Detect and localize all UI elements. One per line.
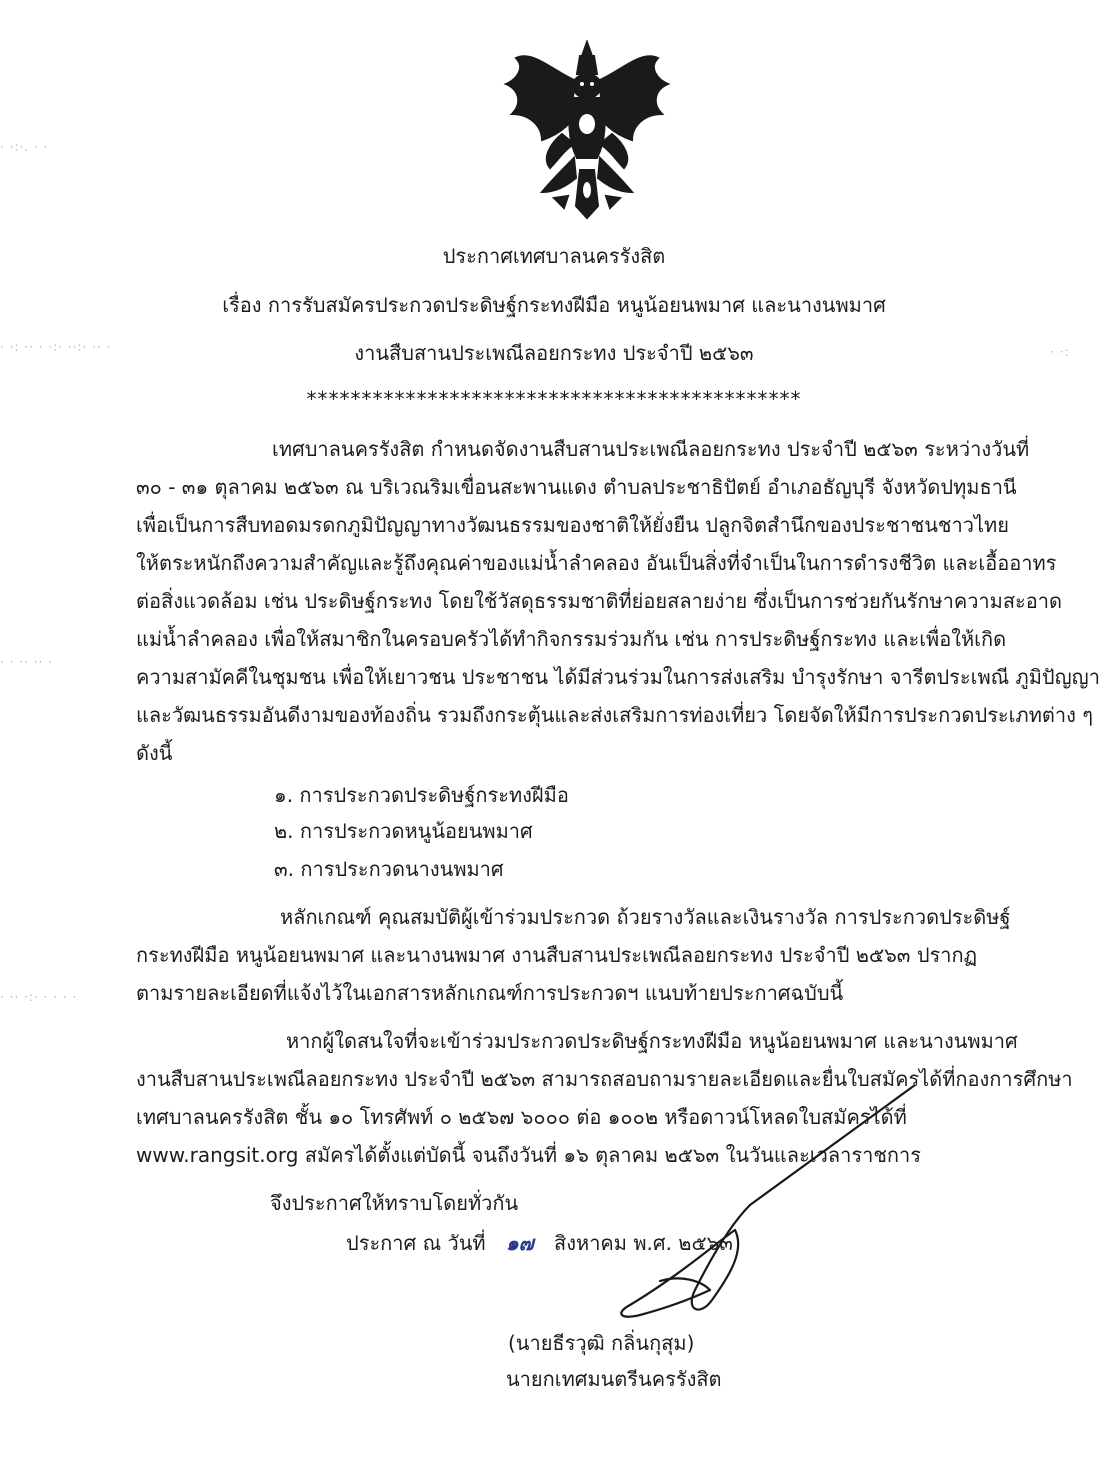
header-separator: ********************************************* bbox=[306, 387, 802, 411]
para1-line: ความสามัคคีในชุมชน เพื่อให้เยาวชน ประชาชน ได้มีส่วนร่วมในการส่งเสริม บำรุงรักษา จารีตประเพณี ภูมิปัญญา bbox=[136, 665, 1100, 689]
para3-line: งานสืบสานประเพณีลอยกระทง ประจำปี ๒๕๖๓ สามารถสอบถามรายละเอียดและยื่นใบสมัครได้ที่กองการศึกษา bbox=[136, 1067, 1073, 1091]
para1-line: ๓๐ - ๓๑ ตุลาคม ๒๕๖๓ ณ บริเวณริมเขื่อนสะพานแดง ตำบลประชาธิปัตย์ อำเภอธัญบุรี จังหวัดปทุมธานี bbox=[136, 475, 1017, 499]
scan-noise: · ·· ·:· · · · · bbox=[0, 990, 78, 1004]
announcement-event: งานสืบสานประเพณีลอยกระทง ประจำปี ๒๕๖๓ bbox=[354, 341, 754, 365]
signatory-name: (นายธีรวุฒิ กลิ่นกุสุม) bbox=[508, 1331, 695, 1355]
para1-line: และวัฒนธรรมอันดีงามของท้องถิ่น รวมถึงกระตุ้นและส่งเสริมการท่องเที่ยว โดยจัดให้มีการประกวดประเภทต่าง ๆ bbox=[136, 703, 1093, 727]
scan-noise: · ·: bbox=[1050, 345, 1070, 359]
para1-line: ให้ตระหนักถึงความสำคัญและรู้ถึงคุณค่าของแม่น้ำลำคลอง อันเป็นสิ่งที่จำเป็นในการดำรงชีวิต และเอื้ออาทร bbox=[136, 551, 1057, 575]
announcement-title: ประกาศเทศบาลนครรังสิต bbox=[442, 244, 666, 268]
para1-line: เทศบาลนครรังสิต กำหนดจัดงานสืบสานประเพณีลอยกระทง ประจำปี ๒๕๖๓ ระหว่างวันที่ bbox=[272, 437, 1030, 461]
para1-line: เพื่อเป็นการสืบทอดมรดกภูมิปัญญาทางวัฒนธรรมของชาติให้ยั่งยืน ปลูกจิตสำนึกของประชาชนชาวไทย bbox=[136, 513, 1009, 537]
scan-noise: · ·:·. · · bbox=[0, 140, 49, 154]
garuda-emblem-icon bbox=[502, 40, 672, 220]
competition-item: ๓. การประกวดนางนพมาศ bbox=[274, 857, 504, 881]
date-month-year: สิงหาคม พ.ศ. ๒๕๖๓ bbox=[554, 1231, 733, 1255]
scan-noise: · · ·· ·· · bbox=[0, 655, 53, 669]
closing-statement: จึงประกาศให้ทราบโดยทั่วกัน bbox=[270, 1191, 519, 1215]
announcement-subject: เรื่อง การรับสมัครประกวดประดิษฐ์กระทงฝีมือ หนูน้อยนพมาศ และนางนพมาศ bbox=[222, 293, 886, 317]
para1-line: ดังนี้ bbox=[136, 741, 173, 765]
competition-item: ๒. การประกวดหนูน้อยนพมาศ bbox=[274, 819, 533, 843]
para1-line: แม่น้ำลำคลอง เพื่อให้สมาชิกในครอบครัวได้ทำกิจกรรมร่วมกัน เช่น การประดิษฐ์กระทง และเพื่อให้เกิด bbox=[136, 627, 1007, 651]
para3-line: เทศบาลนครรังสิต ชั้น ๑๐ โทรศัพท์ ๐ ๒๕๖๗ ๖๐๐๐ ต่อ ๑๐๐๒ หรือดาวน์โหลดใบสมัครได้ที่ bbox=[136, 1105, 907, 1129]
para2-line: กระทงฝีมือ หนูน้อยนพมาศ และนางนพมาศ งานสืบสานประเพณีลอยกระทง ประจำปี ๒๕๖๓ ปรากฏ bbox=[136, 943, 978, 967]
date-prefix: ประกาศ ณ วันที่ bbox=[346, 1231, 486, 1255]
date-day: ๑๗ bbox=[505, 1231, 534, 1255]
para1-line: ต่อสิ่งแวดล้อม เช่น ประดิษฐ์กระทง โดยใช้วัสดุธรรมชาติที่ย่อยสลายง่าย ซึ่งเป็นการช่วยกันรักษาความสะอาด bbox=[136, 589, 1063, 613]
para2-line: ตามรายละเอียดที่แจ้งไว้ในเอกสารหลักเกณฑ์การประกวดฯ แนบท้ายประกาศฉบับนี้ bbox=[136, 981, 844, 1005]
signatory-title: นายกเทศมนตรีนครรังสิต bbox=[506, 1367, 722, 1391]
handwritten-signature-icon bbox=[560, 1085, 940, 1330]
para3-line: www.rangsit.org สมัครได้ตั้งแต่บัดนี้ จนถึงวันที่ ๑๖ ตุลาคม ๒๕๖๓ ในวันและเวลาราชการ bbox=[136, 1143, 921, 1167]
para3-line: หากผู้ใดสนใจที่จะเข้าร่วมประกวดประดิษฐ์กระทงฝีมือ หนูน้อยนพมาศ และนางนพมาศ bbox=[286, 1029, 1018, 1053]
para2-line: หลักเกณฑ์ คุณสมบัติผู้เข้าร่วมประกวด ถ้วยรางวัลและเงินรางวัล การประกวดประดิษฐ์ bbox=[280, 905, 1011, 929]
competition-item: ๑. การประกวดประดิษฐ์กระทงฝีมือ bbox=[274, 783, 569, 807]
scan-noise: · ·: ·· · ·:· ··:· ·· · bbox=[0, 340, 112, 354]
